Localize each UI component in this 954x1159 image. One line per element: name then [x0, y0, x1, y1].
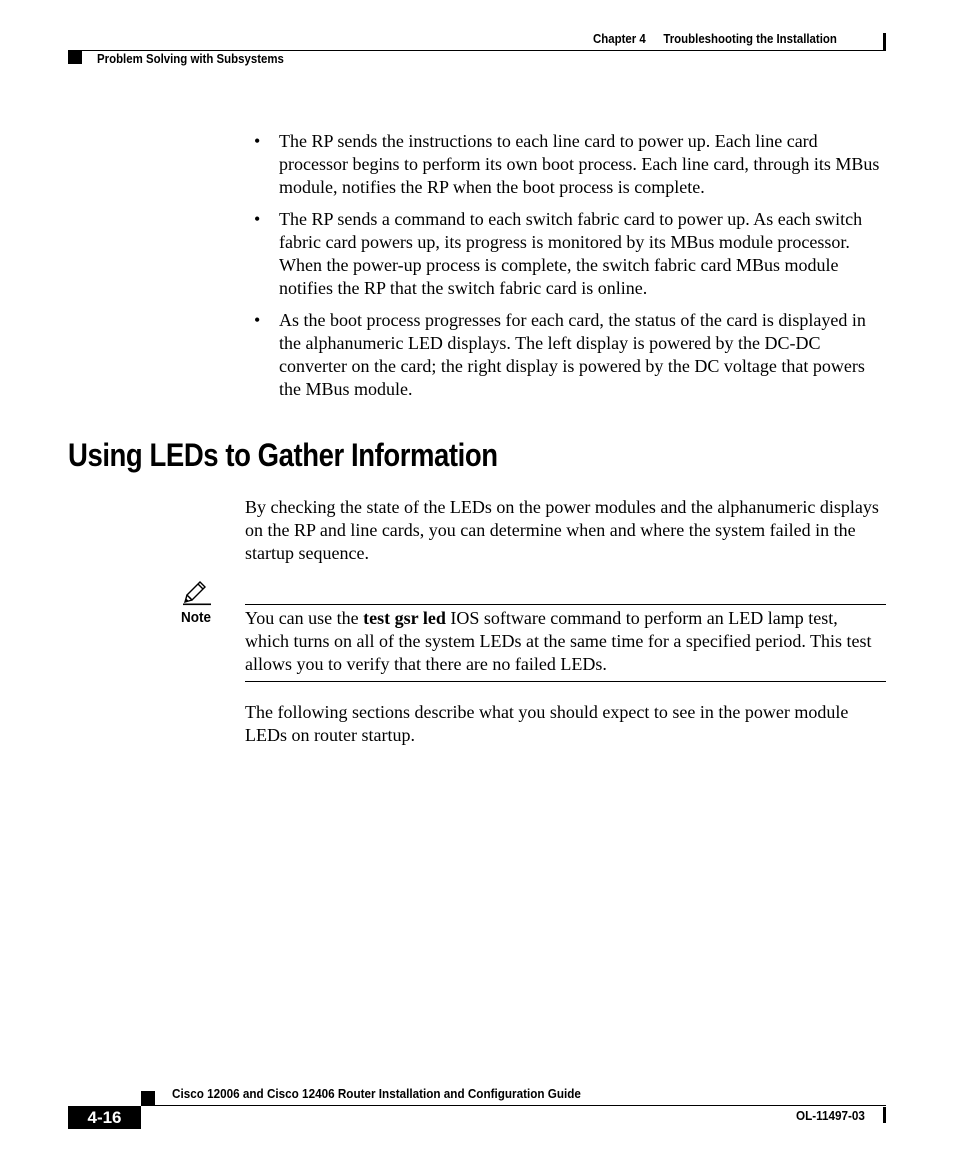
footer-guide-title: Cisco 12006 and Cisco 12406 Router Installation and Configuration Guide — [172, 1086, 581, 1101]
footer-rule — [141, 1105, 886, 1106]
closing-paragraph: The following sections describe what you should expect to see in the power module LEDs on router startup. — [245, 702, 849, 745]
note-text — [245, 607, 886, 676]
chapter-number: Chapter 4 — [593, 31, 646, 46]
footer-bar-right — [883, 1107, 886, 1123]
note-label: Note — [181, 609, 212, 626]
bullet-icon: • — [254, 209, 261, 229]
header-bar-right — [883, 33, 886, 50]
running-header-chapter — [593, 31, 837, 46]
section-heading: Using LEDs to Gather Information — [68, 437, 498, 473]
chapter-title: Troubleshooting the Installation — [663, 31, 837, 46]
list-item — [245, 309, 885, 401]
page-number: 4-16 — [68, 1106, 141, 1129]
running-header-section: Problem Solving with Subsystems — [97, 51, 284, 66]
note-rule-top — [245, 604, 886, 605]
bullet-icon: • — [254, 131, 261, 151]
list-item-text: The RP sends the instructions to each line card to power up. Each line card processor begins to perform its own boot process. Each line card, through its MBus module, notifies the RP when the boot process is complete. — [279, 131, 880, 197]
footer-doc-number: OL-11497-03 — [796, 1108, 865, 1123]
bullet-icon: • — [254, 310, 261, 330]
intro-paragraph: By checking the state of the LEDs on the power modules and the alphanumeric displays on the RP and line cards, you can determine when and where the system failed in the startup sequence. — [245, 497, 879, 563]
pencil-note-icon — [181, 578, 213, 606]
list-item — [245, 208, 885, 300]
note-command: test gsr led — [363, 608, 446, 628]
header-square-marker — [68, 51, 82, 64]
list-item — [245, 130, 885, 199]
note-text-after: IOS software command to perform an LED lamp test, which turns on all of the system LEDs at the same time for a specified period. This test allows you to verify that there are no failed LEDs. — [245, 608, 872, 674]
list-item-text: As the boot process progresses for each card, the status of the card is displayed in the alphanumeric LED displays. The left display is powered by the DC-DC converter on the card; the right display is powered by the DC voltage that powers the MBus module. — [279, 310, 866, 399]
note-text-before: You can use the — [245, 608, 364, 628]
boot-process-bullet-list — [245, 130, 885, 410]
list-item-text: The RP sends a command to each switch fabric card to power up. As each switch fabric card powers up, its progress is monitored by its MBus module processor. When the power-up process is complete, the switch fabric card MBus module notifies the RP that the switch fabric card is online. — [279, 209, 863, 298]
footer-square-marker — [141, 1091, 155, 1105]
note-rule-bottom — [245, 681, 886, 682]
